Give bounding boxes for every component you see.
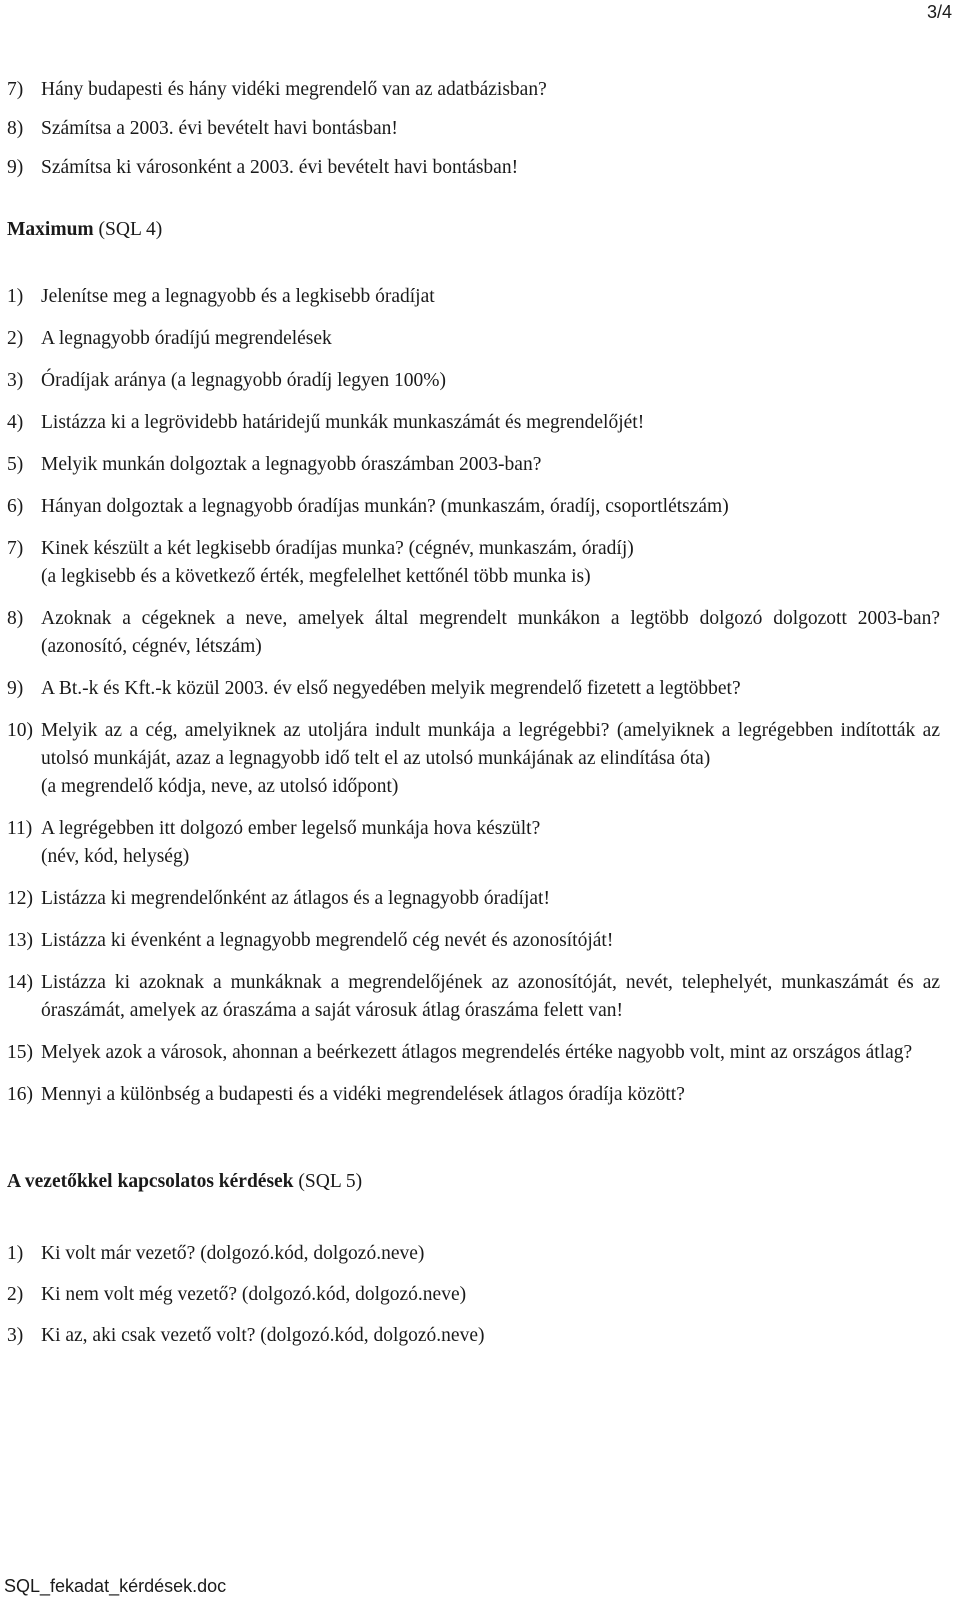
page-number: 3/4 <box>926 2 952 22</box>
item-text: A legnagyobb óradíjú megrendelések <box>41 328 332 349</box>
item-number: 3) <box>7 370 24 391</box>
item-number: 7) <box>7 538 24 559</box>
item-text: Listázza ki a legrövidebb határidejű munkák munkaszámát és megrendelőjét! <box>41 412 645 433</box>
item-text: Ki volt már vezető? (dolgozó.kód, dolgozó.neve) <box>41 1243 425 1264</box>
list-item <box>7 885 940 913</box>
item-number: 6) <box>7 496 24 517</box>
list-item <box>7 1322 940 1350</box>
document-body <box>7 70 940 1350</box>
item-number: 2) <box>7 1284 24 1305</box>
section-title-maximum <box>7 217 940 243</box>
item-note: (a legkisebb és a következő érték, megfelelhet kettőnél több munka is) <box>41 566 591 587</box>
list-item <box>7 815 940 871</box>
item-text: Ki az, aki csak vezető volt? (dolgozó.kód, dolgozó.neve) <box>41 1325 485 1346</box>
item-text: Számítsa a 2003. évi bevételt havi bontásban! <box>41 118 398 139</box>
list-item <box>7 675 940 703</box>
section-title-bold: Maximum <box>7 219 94 240</box>
footer-filename: SQL_fekadat_kérdések.doc <box>4 1576 227 1596</box>
item-text: Listázza ki azoknak a munkáknak a megrendelőjének az azonosítóját, nevét, telephelyét, munkaszámát és az óraszámát, amelyek az óraszáma a saját városuk átlag óraszáma felett van! <box>41 972 940 1021</box>
item-number: 1) <box>7 286 24 307</box>
section-title-bold: A vezetőkkel kapcsolatos kérdések <box>7 1171 294 1192</box>
list-item <box>7 605 940 661</box>
item-text-block <box>41 815 940 871</box>
item-number: 10) <box>7 720 33 741</box>
item-text: Óradíjak aránya (a legnagyobb óradíj legyen 100%) <box>41 370 447 391</box>
item-text: Melyik az a cég, amelyiknek az utoljára indult munkája a legrégebbi? (amelyiknek a legrégebben indították az utolsó munkáját, azaz a legnagyobb idő telt el az utolsó munkájának az elindítása óta) <box>41 720 940 769</box>
list-item <box>7 1039 940 1067</box>
item-text: Hányan dolgoztak a legnagyobb óradíjas munkán? (munkaszám, óradíj, csoportlétszám) <box>41 496 729 517</box>
item-number: 14) <box>7 972 33 993</box>
intro-list <box>7 70 940 187</box>
item-text: Listázza ki megrendelőnként az átlagos és a legnagyobb óradíjat! <box>41 888 550 909</box>
list-item <box>7 451 940 479</box>
list-item <box>7 535 940 591</box>
item-number: 9) <box>7 678 24 699</box>
list-item <box>7 148 940 187</box>
item-number: 3) <box>7 1325 24 1346</box>
item-number: 9) <box>7 157 24 178</box>
item-number: 12) <box>7 888 33 909</box>
item-text: A legrégebben itt dolgozó ember legelső munkája hova készült? <box>41 818 541 839</box>
item-text: Kinek készült a két legkisebb óradíjas munka? (cégnév, munkaszám, óradíj) <box>41 538 634 559</box>
list-item <box>7 325 940 353</box>
item-number: 7) <box>7 79 24 100</box>
list-item <box>7 927 940 955</box>
list-item <box>7 283 940 311</box>
list-item <box>7 717 940 801</box>
section-title-suffix: (SQL 4) <box>93 219 163 240</box>
item-text: Számítsa ki városonként a 2003. évi bevételt havi bontásban! <box>41 157 519 178</box>
maximum-question-list <box>7 283 940 1109</box>
list-item <box>7 1240 940 1268</box>
item-number: 15) <box>7 1042 33 1063</box>
list-item <box>7 493 940 521</box>
list-item <box>7 109 940 148</box>
list-item <box>7 367 940 395</box>
item-text: Melyek azok a városok, ahonnan a beérkezett átlagos megrendelés értéke nagyobb volt, mint az országos átlag? <box>41 1042 913 1063</box>
section-title-suffix: (SQL 5) <box>293 1171 363 1192</box>
list-item <box>7 969 940 1025</box>
list-item <box>7 1281 940 1309</box>
item-text: Hány budapesti és hány vidéki megrendelő van az adatbázisban? <box>41 79 547 100</box>
list-item <box>7 1081 940 1109</box>
item-text: Azoknak a cégeknek a neve, amelyek által megrendelt munkákon a legtöbb dolgozó dolgozott 2003-ban? (azonosító, cégnév, létszám) <box>41 608 940 657</box>
item-text-block <box>41 717 940 801</box>
item-number: 16) <box>7 1084 33 1105</box>
item-number: 13) <box>7 930 33 951</box>
leaders-question-list <box>7 1240 940 1350</box>
item-number: 2) <box>7 328 24 349</box>
item-text: A Bt.-k és Kft.-k közül 2003. év első negyedében melyik megrendelő fizetett a legtöbbet? <box>41 678 741 699</box>
item-text: Mennyi a különbség a budapesti és a vidéki megrendelések átlagos óradíja között? <box>41 1084 685 1105</box>
section-title-leaders <box>7 1169 940 1195</box>
list-item <box>7 409 940 437</box>
item-number: 4) <box>7 412 24 433</box>
item-number: 5) <box>7 454 24 475</box>
item-number: 8) <box>7 608 24 629</box>
list-item <box>7 70 940 109</box>
item-note: (a megrendelő kódja, neve, az utolsó időpont) <box>41 776 399 797</box>
item-number: 8) <box>7 118 24 139</box>
item-number: 1) <box>7 1243 24 1264</box>
item-text-block <box>41 535 940 591</box>
item-text: Jelenítse meg a legnagyobb és a legkisebb óradíjat <box>41 286 435 307</box>
item-text: Ki nem volt még vezető? (dolgozó.kód, dolgozó.neve) <box>41 1284 467 1305</box>
item-number: 11) <box>7 818 33 839</box>
item-text: Melyik munkán dolgoztak a legnagyobb óraszámban 2003-ban? <box>41 454 542 475</box>
item-note: (név, kód, helység) <box>41 846 190 867</box>
item-text: Listázza ki évenként a legnagyobb megrendelő cég nevét és azonosítóját! <box>41 930 614 951</box>
